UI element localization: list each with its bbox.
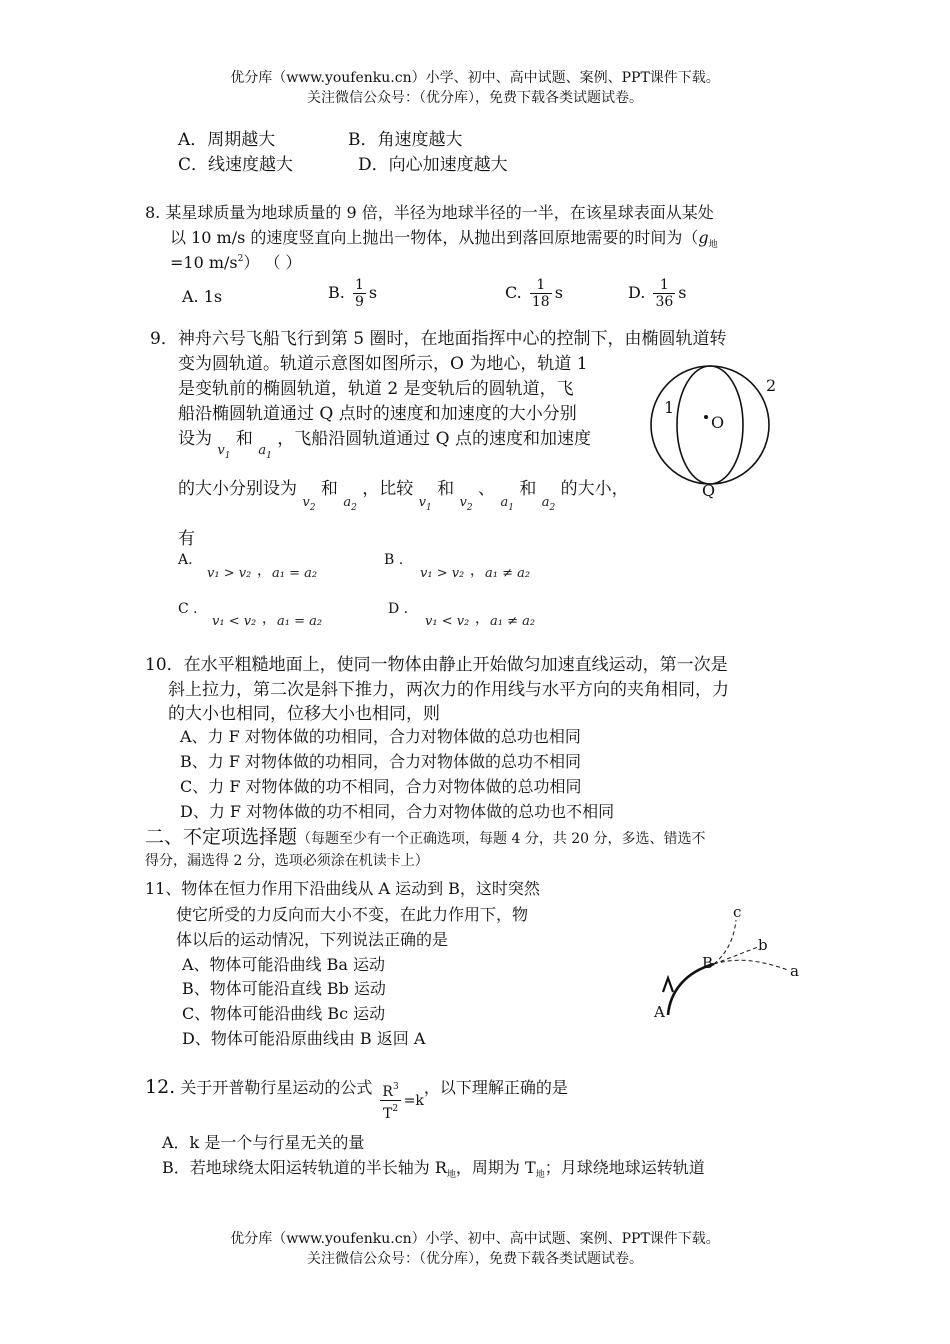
- q9-option-d-label: D .: [388, 601, 409, 617]
- section-2-note-1: （每题至少有一个正确选项，每题 4 分，共 20 分，多选、错选不: [297, 831, 706, 847]
- q8-option-b: [328, 277, 377, 310]
- q11-option-d: D、物体可能沿原曲线由 B 返回 A: [182, 1029, 426, 1048]
- q9-line-6d: 和: [437, 479, 455, 499]
- q9-a1-b: [500, 495, 514, 513]
- q12-formula-eq: =k: [403, 1093, 424, 1109]
- q8-line-2-text: 以 10 m/s 的速度竖直向上抛出一物体，从抛出到落回原地需要的时间为（: [170, 228, 699, 247]
- q8-d-den: 36: [655, 294, 674, 310]
- q9-v1: [217, 443, 231, 461]
- q9-line-6: [178, 474, 629, 513]
- q7-option-a: A．周期越大: [178, 130, 276, 150]
- q9-v1-letter: v: [217, 443, 225, 458]
- q9-a1b-sub: 1: [508, 503, 514, 513]
- section-2-title: 二、不定项选择题: [145, 826, 298, 848]
- trajectory-label-b: b: [758, 936, 768, 954]
- q8-option-d-fraction: [653, 277, 675, 310]
- trajectory-label-a-point: A: [654, 1003, 665, 1021]
- q8-option-d: [628, 277, 686, 310]
- q12-t: T: [383, 1106, 393, 1122]
- q8-c-num: 1: [530, 277, 552, 294]
- q9-line-3: 是变轨前的椭圆轨道，轨道 2 是变轨后的圆轨道，飞: [178, 379, 574, 399]
- footer-line-1: 优分库（www.youfenku.cn）小学、初中、高中试题、案例、PPT课件下载。: [230, 1231, 720, 1247]
- q9-line-5: [178, 424, 591, 461]
- q8-line-3-sup: 2: [237, 254, 244, 264]
- q9-a1-sub: 1: [266, 451, 272, 461]
- q9-option-a-comma: ，: [257, 563, 271, 579]
- q9-option-c-label: C .: [178, 601, 198, 617]
- q7-option-c: C．线速度越大: [178, 155, 294, 175]
- q9-line-6c: ，比较: [362, 479, 414, 499]
- q12-r-exp: 3: [392, 1082, 399, 1092]
- q9-v1b-letter: v: [418, 495, 426, 510]
- q7-option-d: D．向心加速度越大: [358, 155, 508, 175]
- footer-line-2: 关注微信公众号：（优分库），免费下载各类试题试卷。: [307, 1251, 643, 1267]
- earth-center-dot: [704, 415, 708, 419]
- q9-option-c-comma: ，: [262, 611, 276, 627]
- q9-option-a-expr1: v₁ > v₂: [207, 566, 252, 581]
- q8-option-c-label: C.: [505, 283, 522, 302]
- q10-option-a: A、力 F 对物体做的功相同，合力对物体做的总功也相同: [180, 727, 581, 746]
- q9-v1-sub: 1: [224, 451, 231, 461]
- q8-b-unit: s: [368, 283, 378, 302]
- q10-line-2: 斜上拉力，第二次是斜下推力，两次力的作用线与水平方向的夹角相同，力: [168, 680, 729, 700]
- q12-option-b-a: B．若地球绕太阳运转轨道的半长轴为 R: [162, 1158, 447, 1177]
- q9-option-c-expr2: a₁ = a₂: [277, 614, 323, 629]
- q8-option-b-label: B.: [328, 283, 345, 302]
- q8-g-symbol: g: [698, 228, 709, 247]
- q9-v1b-sub: 1: [425, 503, 432, 513]
- q9-line-7: 有: [178, 529, 195, 549]
- q8-option-c: [505, 277, 563, 310]
- q9-line-6g: 的大小，: [560, 479, 629, 499]
- q8-g-sub: 地: [708, 240, 718, 250]
- arrow-head-icon: [663, 978, 673, 992]
- q8-option-d-label: D.: [628, 283, 646, 302]
- q9-v2b-sub: 2: [466, 503, 473, 513]
- q10-line-3: 的大小也相同，位移大小也相同，则: [168, 704, 440, 724]
- q10-option-c: C、力 F 对物体做的功不相同，合力对物体做的总功相同: [180, 777, 582, 796]
- q11-option-c: C、物体可能沿曲线 Bc 运动: [182, 1004, 386, 1023]
- q9-v1-b: [418, 495, 432, 513]
- trajectory-label-c: c: [733, 903, 742, 921]
- q9-a2-sub: 2: [351, 503, 357, 513]
- q8-option-b-fraction: [353, 277, 366, 310]
- q8-line-2: [170, 225, 718, 250]
- q8-line-1: 8. 某星球质量为地球质量的 9 倍，半径为地球半径的一半，在该星球表面从某处: [145, 203, 714, 222]
- q9-option-d-comma: ，: [475, 611, 489, 627]
- q12-option-b-sub1: 地: [446, 1170, 456, 1180]
- q12-option-b: [162, 1155, 705, 1180]
- trajectory-label-b-point: B: [702, 954, 714, 972]
- q9-a2-letter: a: [343, 495, 352, 510]
- q12-formula-num: [380, 1079, 400, 1101]
- q10-option-b: B、力 F 对物体做的功相同，合力对物体做的总功不相同: [180, 752, 582, 771]
- q10-line-1: 10．在水平粗糙地面上，使同一物体由静止开始做匀加速直线运动，第一次是: [145, 655, 728, 675]
- q11-line-3: 体以后的运动情况，下列说法正确的是: [176, 930, 449, 949]
- q8-line-3: [170, 250, 302, 273]
- q12-option-a: A．k 是一个与行星无关的量: [162, 1133, 365, 1152]
- q12-option-b-sub2: 地: [535, 1170, 545, 1180]
- q9-option-b-expr2: a₁ ≠ a₂: [485, 566, 531, 581]
- q9-a2b-letter: a: [541, 495, 550, 510]
- q12-option-b-c: ；月球绕地球运转轨道: [544, 1158, 705, 1177]
- q9-option-b-expr1: v₁ > v₂: [420, 566, 465, 581]
- q11-option-b: B、物体可能沿直线 Bb 运动: [182, 979, 386, 998]
- section-2-heading: [145, 822, 706, 849]
- orbit-ellipse-1: [677, 366, 743, 484]
- q9-line-5b: 和: [235, 429, 253, 449]
- q8-c-den: 18: [531, 294, 550, 310]
- q9-option-b-label: B .: [384, 552, 404, 568]
- q12-text-a: 关于开普勒行星运动的公式: [180, 1078, 373, 1097]
- q9-option-a-label: A.: [178, 552, 193, 568]
- q8-line-3a: =10 m/s: [170, 253, 238, 272]
- orbit-label-2: 2: [766, 376, 777, 395]
- q9-a1b-letter: a: [500, 495, 509, 510]
- orbit-circle-2: [651, 366, 769, 484]
- q9-line-5a: 设为: [178, 429, 212, 449]
- q9-line-6b: 和: [320, 479, 338, 499]
- q12-r: R: [382, 1084, 393, 1100]
- q9-option-a-expr2: a₁ = a₂: [272, 566, 318, 581]
- q9-line-2: 变为圆轨道。轨道示意图如图所示，O 为地心，轨道 1: [178, 354, 588, 374]
- q7-option-b: B．角速度越大: [348, 130, 463, 150]
- q9-option-c-expr1: v₁ < v₂: [212, 614, 257, 629]
- orbit-label-o: O: [711, 413, 725, 432]
- header-line-1: 优分库（www.youfenku.cn）小学、初中、高中试题、案例、PPT课件下载。: [230, 70, 720, 86]
- q8-option-c-fraction: [530, 277, 552, 310]
- q9-line-6f: 和: [519, 479, 537, 499]
- q12-option-b-b: ，周期为 T: [455, 1158, 536, 1177]
- q9-option-b-comma: ，: [470, 563, 484, 579]
- q8-line-3b: ） （ ）: [243, 253, 302, 272]
- q9-v2b-letter: v: [459, 495, 467, 510]
- q9-a2-b: [541, 495, 556, 513]
- q9-v2-b: [459, 495, 473, 513]
- q12-stem: [145, 1067, 568, 1122]
- dashed-curve-a: [714, 960, 788, 970]
- q9-a2: [343, 495, 357, 513]
- q12-text-b: ，以下理解正确的是: [423, 1078, 568, 1097]
- q9-a1: [258, 443, 272, 461]
- q9-line-5c: ，飞船沿圆轨道通过 Q 点的速度和加速度: [277, 429, 591, 449]
- header-line-2: 关注微信公众号：（优分库），免费下载各类试题试卷。: [307, 90, 643, 106]
- q9-v2-sub: 2: [309, 503, 316, 513]
- q11-line-1: 11、物体在恒力作用下沿曲线从 A 运动到 B，这时突然: [145, 879, 540, 898]
- q9-a2b-sub: 2: [549, 503, 556, 513]
- q10-option-d: D、力 F 对物体做的功不相同，合力对物体做的总功也不相同: [180, 802, 615, 821]
- q12-t-exp: 2: [392, 1104, 399, 1114]
- dashed-curve-c: [714, 920, 736, 964]
- q9-v2: [302, 495, 316, 513]
- q9-line-6a: 的大小分别设为: [178, 479, 297, 499]
- q9-line-4: 船沿椭圆轨道通过 Q 点时的速度和加速度的大小分别: [178, 404, 577, 424]
- q8-c-unit: s: [554, 283, 563, 302]
- q8-option-a: A. 1s: [182, 287, 223, 306]
- q9-option-d-expr1: v₁ < v₂: [425, 614, 470, 629]
- dashed-line-b: [714, 947, 758, 964]
- q9-option-d-expr2: a₁ ≠ a₂: [490, 614, 536, 629]
- q8-b-den: 9: [354, 294, 364, 310]
- q8-d-num: 1: [653, 277, 675, 294]
- orbit-label-1: 1: [664, 398, 675, 417]
- q9-line-6e: 、: [478, 479, 496, 499]
- q9-v2-letter: v: [302, 495, 310, 510]
- q9-a1-letter: a: [258, 443, 267, 458]
- q9-line-1: 9．神舟六号飞船飞行到第 5 圈时，在地面指挥中心的控制下，由椭圆轨道转: [150, 329, 727, 349]
- q11-line-2: 使它所受的力反向而大小不变，在此力作用下，物: [176, 905, 529, 924]
- q12-formula-fraction: [380, 1079, 400, 1122]
- q8-b-num: 1: [354, 277, 364, 293]
- section-2-note-2: 得分，漏选得 2 分，选项必须涂在机读卡上）: [145, 853, 429, 869]
- orbit-label-q: Q: [702, 481, 716, 500]
- q11-option-a: A、物体可能沿曲线 Ba 运动: [182, 955, 386, 974]
- q12-number: 12.: [145, 1076, 176, 1098]
- trajectory-label-a: a: [790, 962, 799, 980]
- q8-d-unit: s: [678, 283, 687, 302]
- q12-formula-den: [380, 1101, 400, 1122]
